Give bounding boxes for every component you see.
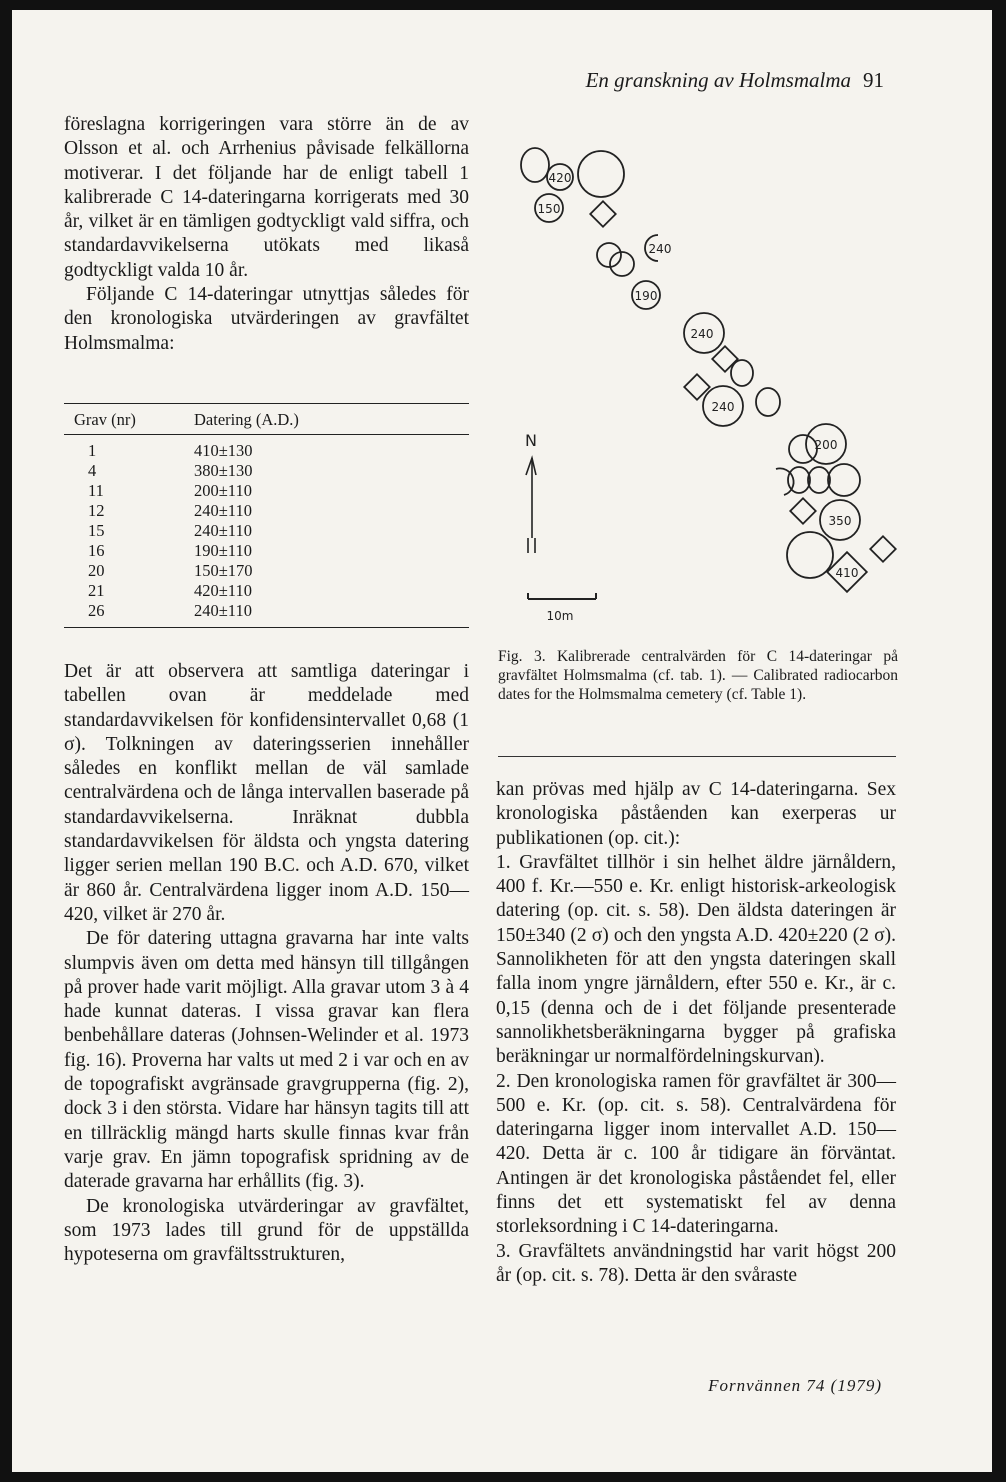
grave-label: 200 [814, 438, 838, 452]
grave-label: 240 [690, 327, 714, 341]
grave-circle [828, 464, 860, 496]
scale-bar [528, 593, 596, 599]
grave-field-map [498, 123, 898, 643]
paragraph: Följande C 14-dateringar utnyttjas således för den kronologiska utvärderingen av gravfältet Holmsmalma: [64, 284, 469, 354]
page-number: 91 [863, 68, 884, 92]
journal-footer: Fornvännen 74 (1979) [708, 1376, 882, 1395]
table-row [64, 581, 469, 601]
table-cell: 200±110 [194, 481, 252, 500]
table-cell: 1 [88, 441, 97, 460]
left-column-top [64, 113, 469, 356]
table-cell: 240±110 [194, 601, 252, 620]
table-cell: 240±110 [194, 521, 252, 540]
paragraph: 1. Gravfältet tillhör i sin helhet äldre järnåldern, 400 f. Kr.—550 e. Kr. enligt historisk-arkeologisk datering (op. cit. s. 58). Den äldsta dateringen är 150±340 (2 σ) och den yngsta A.D. 420±220 (2 σ). Sannolikheten för att den yngsta dateringen skall falla inom yngre järnåldern, efter 550 e. Kr., är c. 0,15 (denna och de i det följande presenterade sannolikhetsberäkningarna bygger på grafiska beräkningar ur normalfördelningskurvan). [496, 851, 896, 1068]
table-cell: 420±110 [194, 581, 252, 600]
grave-label: 190 [634, 289, 658, 303]
table-cell: 190±110 [194, 541, 252, 560]
table-cell: 26 [88, 601, 105, 620]
right-column [496, 778, 896, 1288]
grave-circle [521, 148, 549, 182]
caption-text: Fig. 3. Kalibrerade centralvärden för C 14-dateringar på gravfältet Holmsmalma (cf. tab. 1). — Calibrated radiocarbon dates for the Holmsmalma cemetery (cf. Table 1). [498, 648, 898, 703]
grave-circle [756, 388, 780, 416]
section-divider [498, 756, 896, 757]
table-rule-bottom [64, 627, 469, 628]
table-header [64, 404, 469, 430]
table-cell: 21 [88, 581, 105, 600]
table-row [64, 561, 469, 581]
grave-label: 420 [548, 171, 572, 185]
table-row [64, 481, 469, 501]
grave-label: 150 [537, 202, 561, 216]
table-cell: 410±130 [194, 441, 253, 460]
table-row [64, 601, 469, 621]
paragraph: De kronologiska utvärderingar av gravfältet, som 1973 lades till grund för de uppställda hypoteserna om gravfältsstrukturen, [64, 1195, 469, 1266]
page [12, 10, 992, 1472]
table-row [64, 501, 469, 521]
table-body [64, 435, 469, 621]
paragraph: föreslagna korrigeringen vara större än de av Olsson et al. och Arrhenius påvisade felkällorna motiverar. I det följande har de enligt tabell 1 kalibrerade C 14-dateringarna korrigerats med 30 år, vilket är en tämligen godtyckligt vald siffra, och standardavvikelserna utökats med likaså godtyckligt valda 10 år. [64, 114, 469, 281]
grave-circle [731, 360, 753, 386]
dating-table [64, 403, 469, 628]
table-cell: 15 [88, 521, 105, 540]
grave-circle [610, 252, 634, 276]
header-title: En granskning av Holmsmalma [585, 68, 851, 92]
grave-circle [597, 243, 621, 267]
table-cell: 240±110 [194, 501, 252, 520]
table-cell: 20 [88, 561, 105, 580]
table-header-datering: Datering (A.D.) [194, 410, 299, 429]
grave-circle [808, 467, 830, 493]
north-arrow [526, 458, 536, 553]
grave-label: 240 [648, 242, 672, 256]
scale-label: 10m [546, 609, 574, 623]
grave-diamond [870, 536, 895, 561]
grave-label: 350 [828, 514, 852, 528]
table-cell: 11 [88, 481, 104, 500]
table-cell: 4 [88, 461, 97, 480]
table-cell: 380±130 [194, 461, 253, 480]
table-cell: 12 [88, 501, 105, 520]
north-label: N [525, 431, 537, 450]
grave-label: 240 [711, 400, 735, 414]
paragraph: 3. Gravfältets användningstid har varit högst 200 år (op. cit. s. 78). Detta är den svåraste [496, 1240, 896, 1286]
table-cell: 150±170 [194, 561, 253, 580]
figure-caption [498, 647, 898, 704]
table-row [64, 541, 469, 561]
grave-diamond [590, 201, 615, 226]
table-row [64, 521, 469, 541]
grave-label: 410 [835, 566, 859, 580]
table-cell: 16 [88, 541, 105, 560]
table-row [64, 441, 469, 461]
table-row [64, 461, 469, 481]
grave-circle [578, 151, 624, 197]
paragraph: De för datering uttagna gravarna har inte valts slumpvis även om detta med hänsyn till tillgången på prover hade varit möjligt. Alla gravar utom 3 à 4 hade kunnat dateras. I vissa gravar kan flera benbehållare dateras (Johnsen-Welinder et al. 1973 fig. 16). Proverna har valts ut med 2 i var och en av de topografiskt avgränsade gravgrupperna (fig. 2), dock 3 i den största. Vidare har hänsyn tagits till att en tillräcklig mängd harts skulle finnas kvar från varje grav. En jämn topografisk spridning av de daterade gravarna har erhållits (fig. 3). [64, 928, 469, 1193]
left-column-bottom [64, 660, 469, 1267]
running-header [586, 68, 884, 93]
table-header-grav: Grav (nr) [74, 410, 136, 429]
paragraph: 2. Den kronologiska ramen för gravfältet är 300—500 e. Kr. (op. cit. s. 58). Centralvärdena för dateringarna ligger inom intervallet A.D. 150—420. Detta är c. 100 år tidigare än förväntat. Antingen är det kronologiska påståendet fel, eller finns det ett systematiskt fel av denna storleksordning i C 14-dateringarna. [496, 1070, 896, 1238]
paragraph: kan prövas med hjälp av C 14-dateringarna. Sex kronologiska påståenden kan exerperas ur publikationen (op. cit.): [496, 779, 896, 849]
grave-circle [788, 467, 810, 493]
grave-diamond [712, 346, 737, 371]
paragraph: Det är att observera att samtliga dateringar i tabellen ovan är meddelade med standardavvikelsen för konfidensintervallet 0,68 (1 σ). Tolkningen av dateringsserien innehåller således en konflikt mellan de väl samlade centralvärdena och de långa intervallen baserade på standardavvikelserna. Inräknat dubbla standardavvikelsen för äldsta och yngsta datering ligger serien mellan 190 B.C. och A.D. 670, vilket är 860 år. Centralvärdena ligger inom A.D. 150—420, vilket är 270 år. [64, 661, 469, 925]
grave-diamond [790, 498, 815, 523]
grave-circle [787, 532, 833, 578]
